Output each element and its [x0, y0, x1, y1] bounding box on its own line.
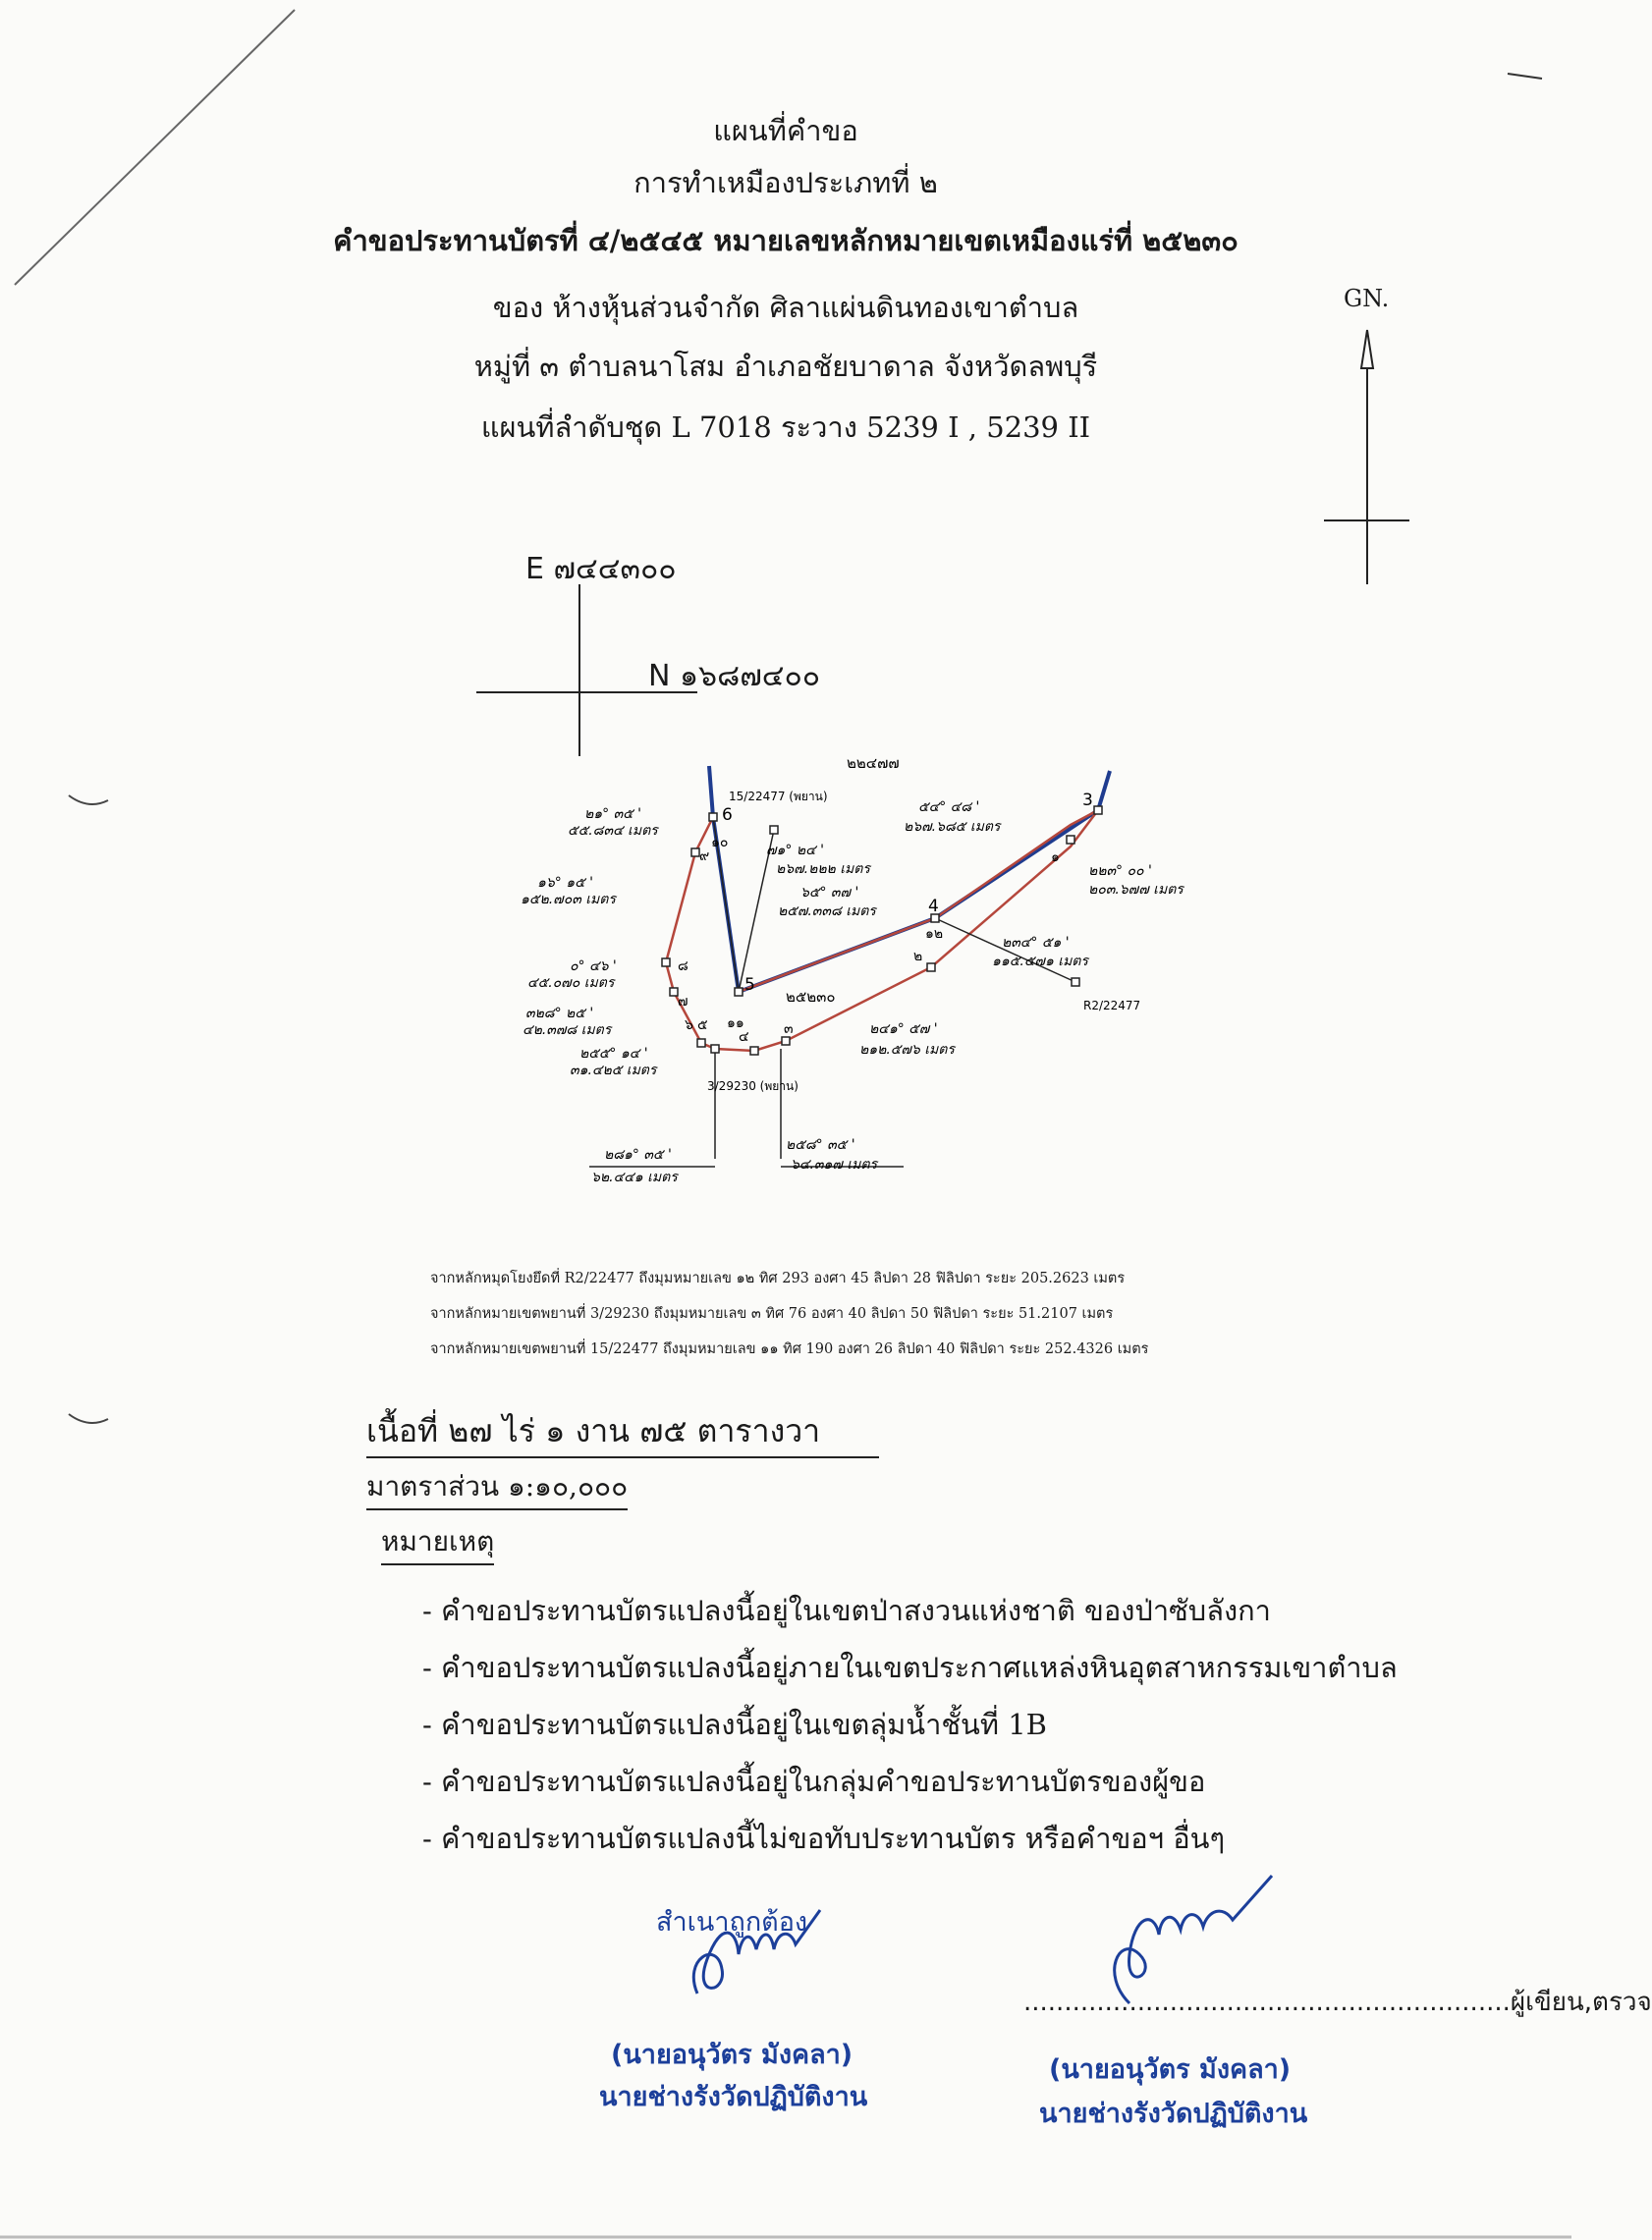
applicant-line: ของ ห้างหุ้นส่วนจำกัด ศิลาแผ่นดินทองเขาตำบล — [492, 291, 1079, 324]
left-signer-title: นายช่างรังวัดปฏิบัติงาน — [599, 2082, 868, 2112]
vertex-number: ๖ — [685, 1017, 693, 1033]
signature-dotted-line: ............................................................ — [1023, 1988, 1511, 2017]
vertex-number: ๘ — [678, 958, 688, 974]
vertex-number: ๑๑ — [727, 1015, 744, 1031]
corner-number: 5 — [744, 975, 755, 995]
distance-label: ๒๐๓.๖๗๗ เมตร — [1088, 882, 1184, 898]
certified-copy-stamp: สำเนาถูกต้อง — [656, 1907, 808, 1938]
distance-label: ๑๕๒.๗๐๓ เมตร — [521, 892, 616, 907]
grid-north-label: GN. — [1344, 285, 1390, 312]
corner-number: 6 — [722, 805, 733, 825]
map-sheet-line: แผนที่ลำดับชุด L 7018 ระวาง 5239 I , 5239 II — [480, 410, 1091, 444]
bearing-label: ๒๓๔° ๕๑ ' — [1002, 935, 1070, 951]
distance-label: ๑๑๕.๕๗๑ เมตร — [992, 954, 1088, 969]
bearing-label: ๒๕๕° ๑๔ ' — [579, 1046, 648, 1062]
bearing-label: ๒๒๓° ๐๐ ' — [1088, 863, 1152, 879]
bearing-label: ๖๕° ๓๗ ' — [800, 885, 859, 901]
parcel-number-label: ๒๕๒๓๐ — [786, 988, 836, 1006]
signature-left — [678, 1900, 835, 2018]
right-signer-title: นายช่างรังวัดปฏิบัติงาน — [1039, 2099, 1308, 2129]
easting-label: E ๗๔๔๓๐๐ — [525, 552, 677, 586]
vertex-number: ๑๐ — [711, 835, 729, 850]
distance-label: ๖๔.๓๑๗ เมตร — [791, 1157, 877, 1173]
vertex-number: ๕ — [697, 1017, 708, 1033]
writer-check-line — [1023, 1982, 1652, 2022]
distance-label: ๒๖๗.๒๒๒ เมตร — [776, 861, 870, 877]
location-line: หมู่ที่ ๓ ตำบลนาโสม อำเภอชัยบาดาล จังหวัดลพบุรี — [473, 350, 1098, 383]
vertex-number: ๗ — [678, 994, 688, 1010]
remarks-title: หมายเหตุ — [381, 1520, 494, 1565]
reference-peg-label: R2/22477 — [1083, 999, 1141, 1012]
northing-label: N ๑๖๘๗๔๐๐ — [648, 659, 821, 693]
writer-check-label: ผู้เขียน,ตรวจ — [1510, 1988, 1652, 2017]
remark-item: - คำขอประทานบัตรแปลงนี้อยู่ในเขตป่าสงวนแห่งชาติ ของป่าซับลังกา — [422, 1594, 1271, 1627]
bearing-label: ๐° ๔๖ ' — [570, 958, 617, 974]
vertex-number: ๙ — [699, 848, 710, 864]
bearing-label: ๒๑° ๓๕ ' — [584, 806, 642, 822]
witness-peg-label: 15/22477 (พยาน) — [729, 790, 828, 803]
remark-item: - คำขอประทานบัตรแปลงนี้ไม่ขอทับประทานบัตร หรือคำขอฯ อื่นๆ — [422, 1822, 1226, 1855]
application-line: คำขอประทานบัตรที่ ๔/๒๕๔๕ หมายเลขหลักหมายเขตเหมืองแร่ที่ ๒๕๒๓๐ — [333, 224, 1239, 257]
vertex-number: ๓ — [784, 1021, 794, 1037]
distance-label: ๒๖๗.๖๘๕ เมตร — [904, 819, 1001, 835]
doc-subtitle: การทำเหมืองประเภทที่ ๒ — [633, 166, 938, 199]
vertex-number: ๔ — [739, 1029, 749, 1045]
punch-hole-mark — [69, 1414, 108, 1423]
witness-peg-label: 3/29230 (พยาน) — [707, 1079, 798, 1093]
bearing-label: ๓๒๘° ๒๕ ' — [525, 1006, 594, 1021]
adjacent-parcel-label: ๒๒๔๗๗ — [847, 754, 900, 772]
distance-label: ๕๕.๘๓๔ เมตร — [568, 823, 658, 839]
remark-item: - คำขอประทานบัตรแปลงนี้อยู่ภายในเขตประกาศแหล่งหินอุตสาหกรรมเขาตำบล — [422, 1651, 1398, 1684]
distance-label: ๔๒.๓๗๘ เมตร — [523, 1022, 612, 1038]
left-signer-name: (นายอนุวัตร มังคลา) — [611, 2040, 854, 2070]
vertex-number: ๑ — [1051, 849, 1060, 865]
bearing-label: ๕๔° ๔๘ ' — [918, 799, 980, 815]
corner-number: 3 — [1082, 791, 1093, 810]
bearing-label: ๒๔๑° ๕๗ ' — [869, 1021, 938, 1037]
bearing-label: ๑๖° ๑๕ ' — [537, 875, 594, 891]
vertex-number: ๒ — [913, 949, 923, 964]
scale-statement: มาตราส่วน ๑:๑๐,๐๐๐ — [366, 1465, 628, 1510]
reference-line: จากหลักหมายเขตพยานที่ 15/22477 ถึงมุมหมายเลข ๑๑ ทิศ 190 องศา 26 ลิปดา 40 ฟิลิปดา ระยะ 252.4326 เมตร — [430, 1341, 1149, 1357]
distance-label: ๓๑.๔๒๕ เมตร — [570, 1063, 657, 1078]
distance-label: ๒๑๒.๕๗๖ เมตร — [859, 1042, 955, 1058]
distance-label: ๒๕๗.๓๓๘ เมตร — [778, 903, 876, 919]
remark-item: - คำขอประทานบัตรแปลงนี้อยู่ในกลุ่มคำขอประทานบัตรของผู้ขอ — [422, 1765, 1206, 1798]
distance-label: ๔๕.๐๗๐ เมตร — [527, 975, 615, 991]
right-signer-name: (นายอนุวัตร มังคลา) — [1049, 2054, 1292, 2085]
area-statement: เนื้อที่ ๒๗ ไร่ ๑ งาน ๗๕ ตารางวา — [366, 1406, 879, 1458]
doc-title: แผนที่คำขอ — [713, 114, 858, 147]
bearing-label: ๒๘๑° ๓๕ ' — [604, 1147, 672, 1163]
remark-item: - คำขอประทานบัตรแปลงนี้อยู่ในเขตลุ่มน้ำชั้นที่ 1B — [422, 1708, 1047, 1741]
bearing-label: ๗๑° ๒๔ ' — [766, 843, 824, 858]
distance-label: ๖๒.๔๔๑ เมตร — [591, 1170, 678, 1185]
bearing-label: ๒๕๘° ๓๕ ' — [786, 1137, 855, 1153]
reference-line: จากหลักหมุดโยงยึดที่ R2/22477 ถึงมุมหมายเลข ๑๒ ทิศ 293 องศา 45 ลิปดา 28 ฟิลิปดา ระยะ 205.2623 เมตร — [430, 1271, 1126, 1286]
vertex-number: ๑๒ — [925, 926, 944, 942]
corner-number: 4 — [928, 897, 939, 916]
reference-line: จากหลักหมายเขตพยานที่ 3/29230 ถึงมุมหมายเลข ๓ ทิศ 76 องศา 40 ลิปดา 50 ฟิลิปดา ระยะ 51.2107 เมตร — [430, 1306, 1114, 1322]
